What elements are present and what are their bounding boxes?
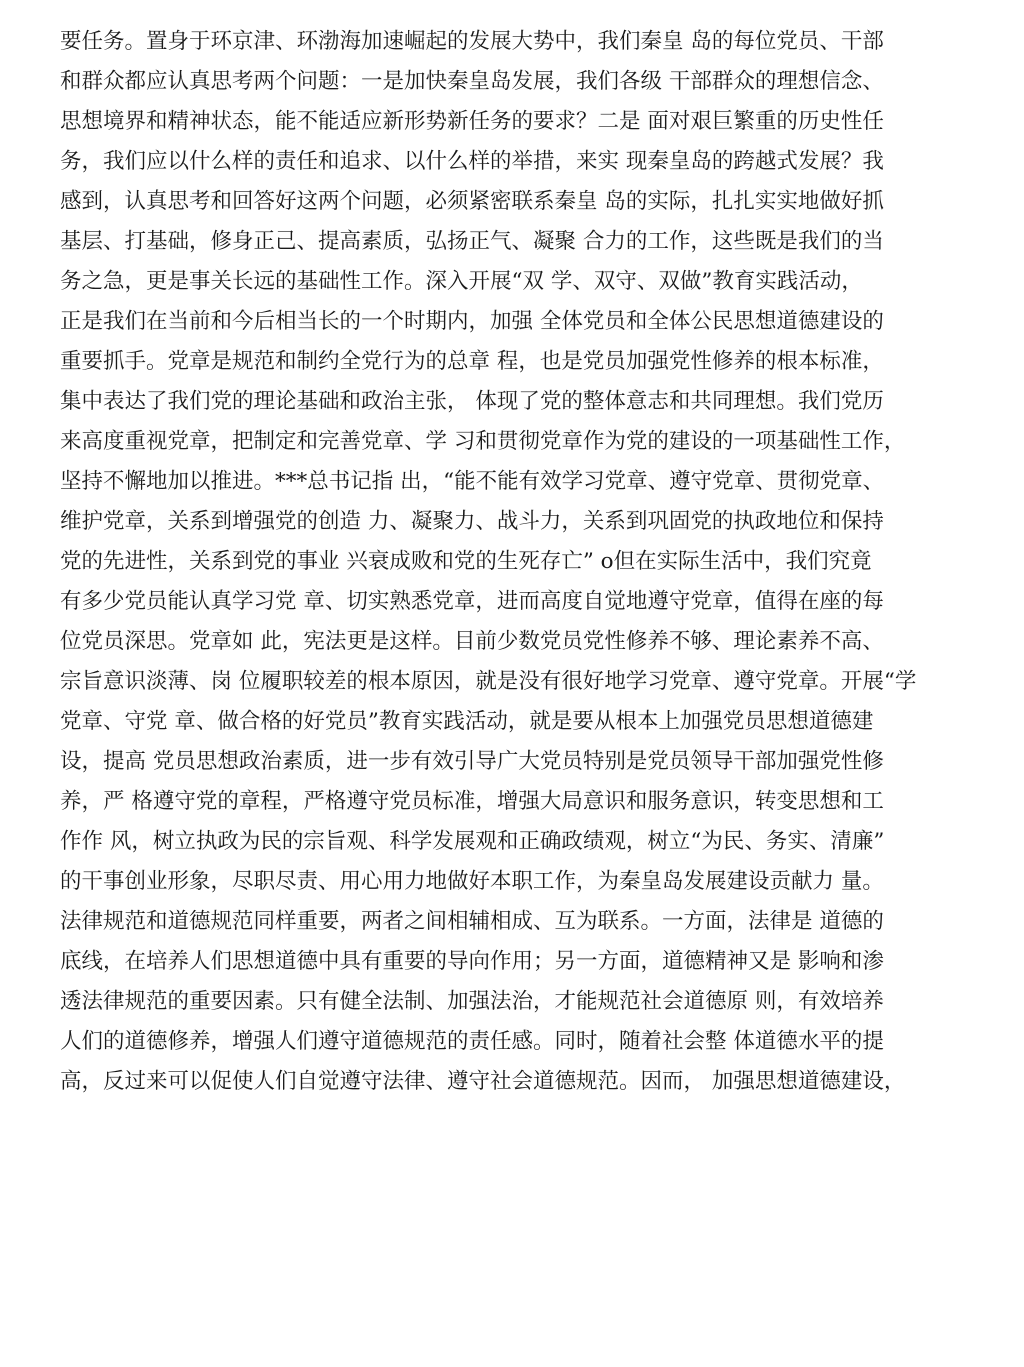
text-line: 务，我们应以什么样的责任和追求、以什么样的举措，来实 现秦皇岛的跨越式发展？我 bbox=[60, 149, 884, 174]
text-line: 养，严 格遵守党的章程，严格遵守党员标准，增强大局意识和服务意识，转变思想和工 bbox=[60, 789, 884, 814]
text-line: 透法律规范的重要因素。只有健全法制、加强法治，才能规范社会道德原 则，有效培养 bbox=[60, 989, 884, 1014]
body-text bbox=[60, 22, 965, 1102]
text-line: 有多少党员能认真学习党 章、切实熟悉党章，进而高度自觉地遵守党章，值得在座的每 bbox=[60, 589, 884, 614]
text-line: 党的先进性，关系到党的事业 兴衰成败和党的生死存亡” o但在实际生活中，我们究竟 bbox=[60, 549, 872, 574]
text-line: 重要抓手。党章是规范和制约全党行为的总章 程，也是党员加强党性修养的根本标准， bbox=[60, 349, 884, 374]
text-line: 宗旨意识淡薄、岗 位履职较差的根本原因，就是没有很好地学习党章、遵守党章。开展“学 bbox=[60, 669, 917, 694]
text-line: 要任务。置身于环京津、环渤海加速崛起的发展大势中，我们秦皇 岛的每位党员、干部 bbox=[60, 29, 884, 54]
text-line: 的干事创业形象，尽职尽责、用心用力地做好本职工作，为秦皇岛发展建设贡献力 量。 bbox=[60, 869, 884, 894]
text-line: 坚持不懈地加以推进。***总书记指 出，“能不能有效学习党章、遵守党章、贯彻党章、 bbox=[60, 469, 885, 494]
text-line: 感到，认真思考和回答好这两个问题，必须紧密联系秦皇 岛的实际，扎扎实实地做好抓 bbox=[60, 189, 884, 214]
text-line: 来高度重视党章，把制定和完善党章、学 习和贯彻党章作为党的建设的一项基础性工作， bbox=[60, 429, 906, 454]
text-line: 人们的道德修养，增强人们遵守道德规范的责任感。同时，随着社会整 体道德水平的提 bbox=[60, 1029, 884, 1054]
text-line: 务之急，更是事关长远的基础性工作。深入开展“双 学、双守、双做”教育实践活动， bbox=[60, 269, 863, 294]
text-line: 法律规范和道德规范同样重要，两者之间相辅相成、互为联系。一方面，法律是 道德的 bbox=[60, 909, 884, 934]
text-line: 位党员深思。党章如 此，宪法更是这样。目前少数党员党性修养不够、理论素养不高、 bbox=[60, 629, 884, 654]
text-line: 思想境界和精神状态，能不能适应新形势新任务的要求？二是 面对艰巨繁重的历史性任 bbox=[60, 109, 884, 134]
text-line: 设，提高 党员思想政治素质，进一步有效引导广大党员特别是党员领导干部加强党性修 bbox=[60, 749, 884, 774]
text-line: 作作 风，树立执政为民的宗旨观、科学发展观和正确政绩观，树立“为民、务实、清廉” bbox=[60, 829, 885, 854]
text-line: 基层、打基础，修身正己、提高素质，弘扬正气、凝聚 合力的工作，这些既是我们的当 bbox=[60, 229, 884, 254]
text-line: 高，反过来可以促使人们自觉遵守法律、遵守社会道德规范。因而， 加强思想道德建设， bbox=[60, 1069, 906, 1094]
text-line: 集中表达了我们党的理论基础和政治主张， 体现了党的整体意志和共同理想。我们党历 bbox=[60, 389, 884, 414]
text-line: 和群众都应认真思考两个问题：一是加快秦皇岛发展，我们各级 干部群众的理想信念、 bbox=[60, 69, 884, 94]
text-line: 维护党章，关系到增强党的创造 力、凝聚力、战斗力，关系到巩固党的执政地位和保持 bbox=[60, 509, 884, 534]
text-line: 党章、守党 章、做合格的好党员”教育实践活动，就是要从根本上加强党员思想道德建 bbox=[60, 709, 874, 734]
text-line: 底线，在培养人们思想道德中具有重要的导向作用；另一方面，道德精神又是 影响和渗 bbox=[60, 949, 884, 974]
text-line: 正是我们在当前和今后相当长的一个时期内，加强 全体党员和全体公民思想道德建设的 bbox=[60, 309, 884, 334]
